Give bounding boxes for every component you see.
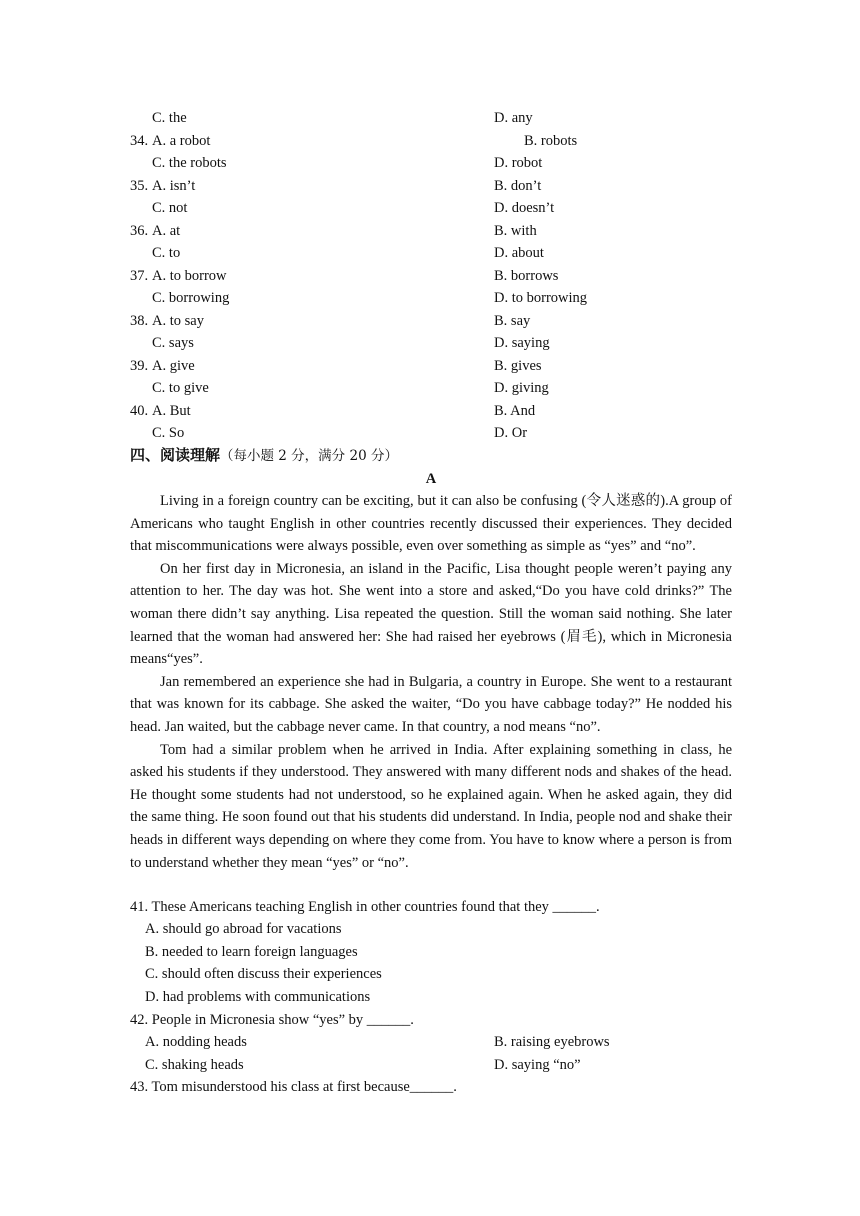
cloze-option: A. at xyxy=(152,223,181,239)
cloze-option: D. Or xyxy=(494,425,528,441)
question-42-option: A. nodding heads xyxy=(145,1034,247,1050)
cloze-option: C. not xyxy=(152,200,188,216)
question-42-stem: 42. People in Micronesia show “yes” by ______. xyxy=(130,1012,414,1028)
paragraph: On her first day in Micronesia, an island in the Pacific, Lisa thought people weren’t paying any attention to her. The day was hot. She went into a store and asked,“Do you have cold drinks?” The woman there didn’t say anything. Lisa repeated the question. Still the woman said nothing. She later learned that the woman had answered her: She had raised her eyebrows (眉毛), which in Micronesia means“yes”. xyxy=(130,560,732,668)
question-number: 38. xyxy=(130,313,149,329)
question-41-option: C. should often discuss their experiences xyxy=(145,966,382,982)
question-number: 35. xyxy=(130,178,149,194)
cloze-option: A. give xyxy=(152,358,195,374)
question-number: 40. xyxy=(130,403,149,419)
cloze-option: A. a robot xyxy=(152,133,211,149)
cloze-option: C. to give xyxy=(152,380,209,396)
question-number: 39. xyxy=(130,358,149,374)
cloze-option: A. But xyxy=(152,403,191,419)
cloze-option: A. to say xyxy=(152,313,204,329)
cloze-option: B. say xyxy=(494,313,531,329)
cloze-option: B. gives xyxy=(494,358,542,374)
cloze-option: B. borrows xyxy=(494,268,559,284)
cloze-option: B. robots xyxy=(524,133,578,149)
cloze-option: B. don’t xyxy=(494,178,542,194)
question-number: 37. xyxy=(130,268,149,284)
paragraph: Living in a foreign country can be exciting, but it can also be confusing (令人迷惑的).A group of Americans who taught English in other countries recently discussed their experiences. They decided that miscommunications were always possible, even over something as simple as “yes” and “no”. xyxy=(130,493,732,555)
cloze-option: C. to xyxy=(152,245,181,261)
cloze-option: D. any xyxy=(494,110,533,126)
cloze-option: D. saying xyxy=(494,335,550,351)
passage-label: A xyxy=(425,471,437,487)
cloze-option: C. the xyxy=(152,110,187,126)
cloze-option: C. borrowing xyxy=(152,290,230,306)
cloze-option: D. about xyxy=(494,245,544,261)
cloze-option: A. to borrow xyxy=(152,268,227,284)
question-number: 36. xyxy=(130,223,149,239)
question-42-option: B. raising eyebrows xyxy=(494,1034,610,1050)
passage xyxy=(130,490,732,874)
question-41-option: A. should go abroad for vacations xyxy=(145,921,342,937)
question-43-stem: 43. Tom misunderstood his class at first because______. xyxy=(130,1079,457,1095)
question-42-option: C. shaking heads xyxy=(145,1057,244,1073)
cloze-option: C. says xyxy=(152,335,194,351)
cloze-option: D. to borrowing xyxy=(494,290,588,306)
cloze-option: C. So xyxy=(152,425,185,441)
cloze-option: D. doesn’t xyxy=(494,200,555,216)
paragraph: Tom had a similar problem when he arrived in India. After explaining something in class, he asked his students if they understood. They answered with many different nods and shakes of the head. He thought some students had not understood, so he explained again. When he asked again, they did the same thing. He soon found out that his students did understand. In India, people nod and shake their heads in different ways depending on where they come from. You have to know where a person is from to understand whether they mean “yes” or “no”. xyxy=(130,741,732,871)
cloze-option: D. giving xyxy=(494,380,549,396)
section-note: （每小题 2 分，满分 20 分） xyxy=(220,448,398,464)
question-number: 34. xyxy=(130,133,149,149)
cloze-option: A. isn’t xyxy=(152,178,196,194)
section-title: 四、阅读理解 xyxy=(130,446,221,464)
question-41-stem: 41. These Americans teaching English in other countries found that they ______. xyxy=(130,899,600,915)
question-41-option: B. needed to learn foreign languages xyxy=(145,944,358,960)
question-42-option: D. saying “no” xyxy=(494,1057,581,1073)
cloze-option: D. robot xyxy=(494,155,543,171)
cloze-option: C. the robots xyxy=(152,155,227,171)
paragraph: Jan remembered an experience she had in Bulgaria, a country in Europe. She went to a restaurant that was known for its cabbage. She asked the waiter, “Do you have cabbage today?” He nodded his head. Jan waited, but the cabbage never came. In that country, a nod means “no”. xyxy=(130,673,732,735)
cloze-option: B. with xyxy=(494,223,537,239)
cloze-option: B. And xyxy=(494,403,536,419)
question-41-option: D. had problems with communications xyxy=(145,989,371,1005)
section-heading xyxy=(130,444,398,466)
